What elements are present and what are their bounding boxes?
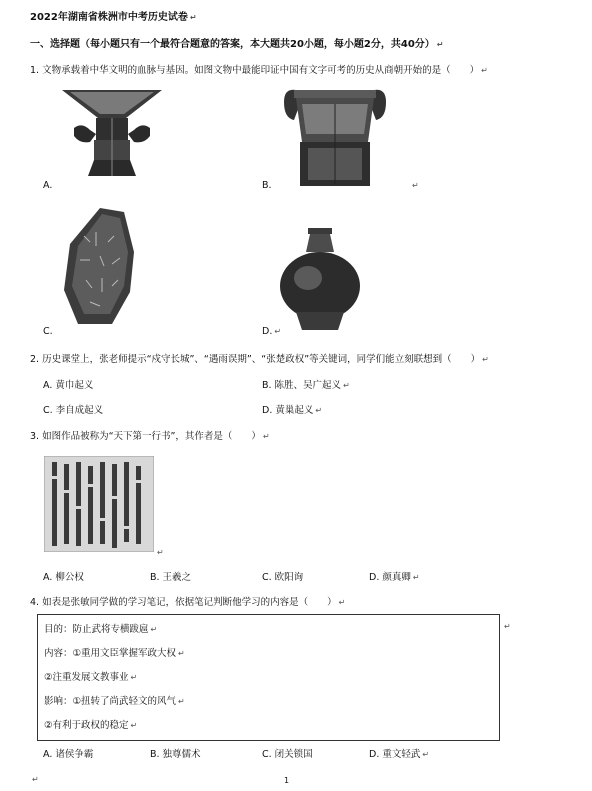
pottery-jar-image — [278, 226, 362, 332]
q3-option-d[interactable]: D. 颜真卿 ↵ — [369, 572, 420, 583]
q4-option-c[interactable]: C. 闭关锁国 — [262, 749, 313, 760]
q2-option-b[interactable]: B. 陈胜、吴广起义 ↵ — [262, 380, 350, 391]
q1-option-b[interactable]: B. — [262, 180, 272, 191]
bronze-zun-vessel-image — [60, 88, 164, 178]
question-1-stem: 1. 文物承载着中华文明的血脉与基因。如图文物中最能印证中国有文字可考的历史从商朝开始的是（ ） ↵ — [30, 65, 488, 76]
q3-option-b[interactable]: B. 王羲之 — [150, 572, 192, 583]
oracle-bone-image — [60, 206, 142, 326]
study-notes-box — [37, 614, 500, 741]
calligraphy-image — [44, 456, 154, 552]
q4-option-d[interactable]: D. 重文轻武 ↵ — [369, 749, 430, 760]
section-heading: 一、选择题（每小题只有一个最符合题意的答案，本大题共20小题，每小题2分，共40分） ↵ — [30, 39, 444, 50]
q1-option-c[interactable]: C. — [43, 326, 53, 337]
paper-title: 2022年湖南省株洲市中考历史试卷 ↵ — [30, 12, 197, 23]
question-3-stem: 3. 如图作品被称为“天下第一行书”，其作者是（ ） ↵ — [30, 431, 270, 442]
notes-line: ②有利于政权的稳定 ↵ — [44, 720, 138, 731]
q3-option-c[interactable]: C. 欧阳询 — [262, 572, 304, 583]
notes-line: ②注重发展文教事业 ↵ — [44, 672, 138, 683]
question-4-stem: 4. 如表是张敏同学做的学习笔记，依据笔记判断他学习的内容是（ ） ↵ — [30, 597, 346, 608]
q4-option-a[interactable]: A. 诸侯争霸 — [43, 749, 94, 760]
question-2-stem: 2. 历史课堂上，张老师提示“戍守长城”、“遇雨误期”、“张楚政权”等关键词，同学们能立刻联想到（ ） ↵ — [30, 354, 489, 365]
notes-line: 目的：防止武将专横跋扈 ↵ — [44, 624, 158, 635]
q1-option-d[interactable]: D. ↵ — [262, 326, 282, 337]
q2-option-d[interactable]: D. 黄巢起义 ↵ — [262, 405, 323, 416]
q2-option-c[interactable]: C. 李自成起义 — [43, 405, 104, 416]
notes-line: 影响：①扭转了尚武轻文的风气 ↵ — [44, 696, 185, 707]
notes-line: 内容：①重用文臣掌握军政大权 ↵ — [44, 648, 185, 659]
q2-option-a[interactable]: A. 黄巾起义 — [43, 380, 94, 391]
bronze-gui-vessel-image — [280, 84, 390, 188]
q3-option-a[interactable]: A. 柳公权 — [43, 572, 84, 583]
q4-option-b[interactable]: B. 独尊儒术 — [150, 749, 201, 760]
q1-option-a[interactable]: A. — [43, 180, 53, 191]
page-number: 1 — [284, 776, 290, 785]
